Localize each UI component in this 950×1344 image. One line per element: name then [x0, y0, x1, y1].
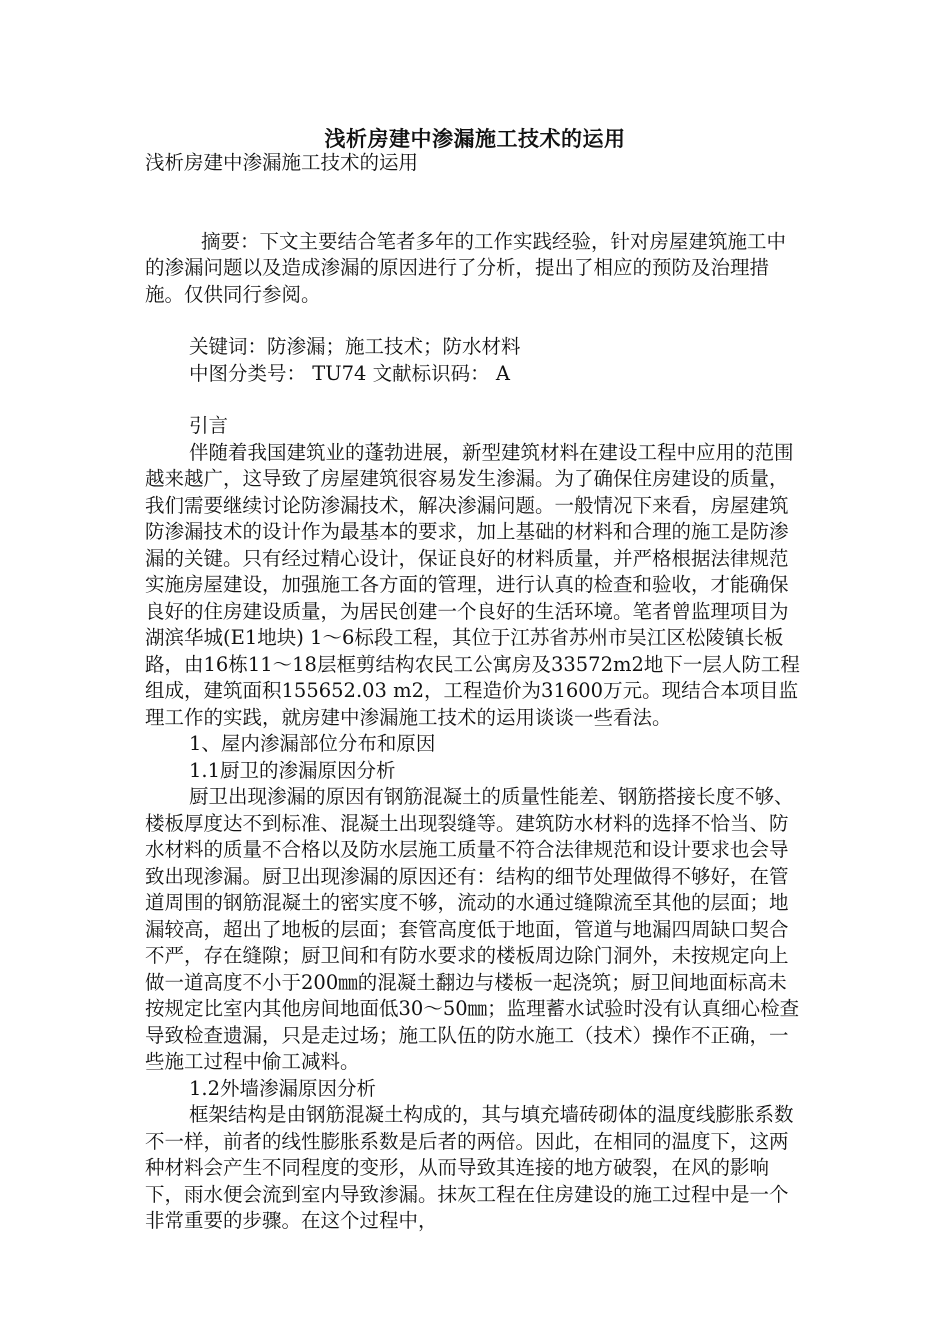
intro-paragraph: 伴随着我国建筑业的蓬勃进展，新型建筑材料在建设工程中应用的范围越来越广，这导致了房屋建筑很容易发生渗漏。为了确保住房建设的质量，我们需要继续讨论防渗漏技术，解决渗漏问题。一般情况下来看，房屋建筑防渗漏技术的设计作为最基本的要求，加上基础的材料和合理的施工是防渗漏的关键。只有经过精心设计，保证良好的材料质量，并严格根据法律规范实施房屋建设，加强施工各方面的管理，进行认真的检查和验收，才能确保良好的住房建设质量，为居民创建一个良好的生活环境。笔者曾监理项目为湖滨华城(E1地块) 1～6标段工程，其位于江苏省苏州市吴江区松陵镇长板路，由16栋11～18层框剪结构农民工公寓房及33572m2地下一层人防工程组成，建筑面积155652.03 m2，工程造价为31600万元。现结合本项目监理工作的实践，就房建中渗漏施工技术的运用谈谈一些看法。 [145, 440, 800, 729]
spacer [145, 308, 805, 334]
document-title: 浅析房建中渗漏施工技术的运用 [324, 126, 626, 151]
spacer [145, 387, 805, 413]
section-1-2-paragraph: 框架结构是由钢筋混凝土构成的，其与填充墙砖砌体的温度线膨胀系数不一样，前者的线性膨胀系数是后者的两倍。因此，在相同的温度下，这两种材料会产生不同程度的变形，从而导致其连接的地方破裂，在风的影响下，雨水便会流到室内导致渗漏。抹灰工程在住房建设的施工过程中是一个非常重要的步骤。在这个过程中， [145, 1103, 794, 1232]
document-body [145, 150, 805, 1235]
section-1-heading: 1、屋内渗漏部位分布和原因 [189, 732, 436, 755]
spacer [145, 203, 805, 229]
abstract-paragraph: 摘要：下文主要结合笔者多年的工作实践经验，针对房屋建筑施工中的渗漏问题以及造成渗漏的原因进行了分析，提出了相应的预防及治理措施。仅供同行参阅。 [145, 229, 787, 306]
spacer [145, 177, 805, 203]
section-1-1-heading: 1.1厨卫的渗漏原因分析 [189, 758, 396, 782]
section-1-2-heading: 1.2外墙渗漏原因分析 [189, 1076, 377, 1100]
section-1-1-paragraph: 厨卫出现渗漏的原因有钢筋混凝土的质量性能差、钢筋搭接长度不够、楼板厚度达不到标准、混凝土出现裂缝等。建筑防水材料的选择不恰当、防水材料的质量不合格以及防水层施工质量不符合法律规范和设计要求也会导致出现渗漏。厨卫出现渗漏的原因还有：结构的细节处理做得不够好，在管道周围的钢筋混凝土的密实度不够，流动的水通过缝隙流至其他的层面；地漏较高，超出了地板的层面；套管高度低于地面，管道与地漏四周缺口契合不严，存在缝隙；厨卫间和有防水要求的楼板周边除门洞外，未按规定向上做一道高度不小于200㎜的混凝土翻边与楼板一起浇筑；厨卫间地面标高未按规定比室内其他房间地面低30～50㎜；监理蓄水试验时没有认真细心检查导致检查遗漏，只是走过场；施工队伍的防水施工（技术）操作不正确，一些施工过程中偷工减料。 [145, 785, 800, 1073]
document-subtitle: 浅析房建中渗漏施工技术的运用 [145, 151, 419, 174]
classification-line: 中图分类号： TU74 文献标识码： A [189, 361, 510, 385]
intro-heading: 引言 [189, 414, 229, 437]
keywords-line: 关键词：防渗漏；施工技术；防水材料 [189, 335, 521, 358]
